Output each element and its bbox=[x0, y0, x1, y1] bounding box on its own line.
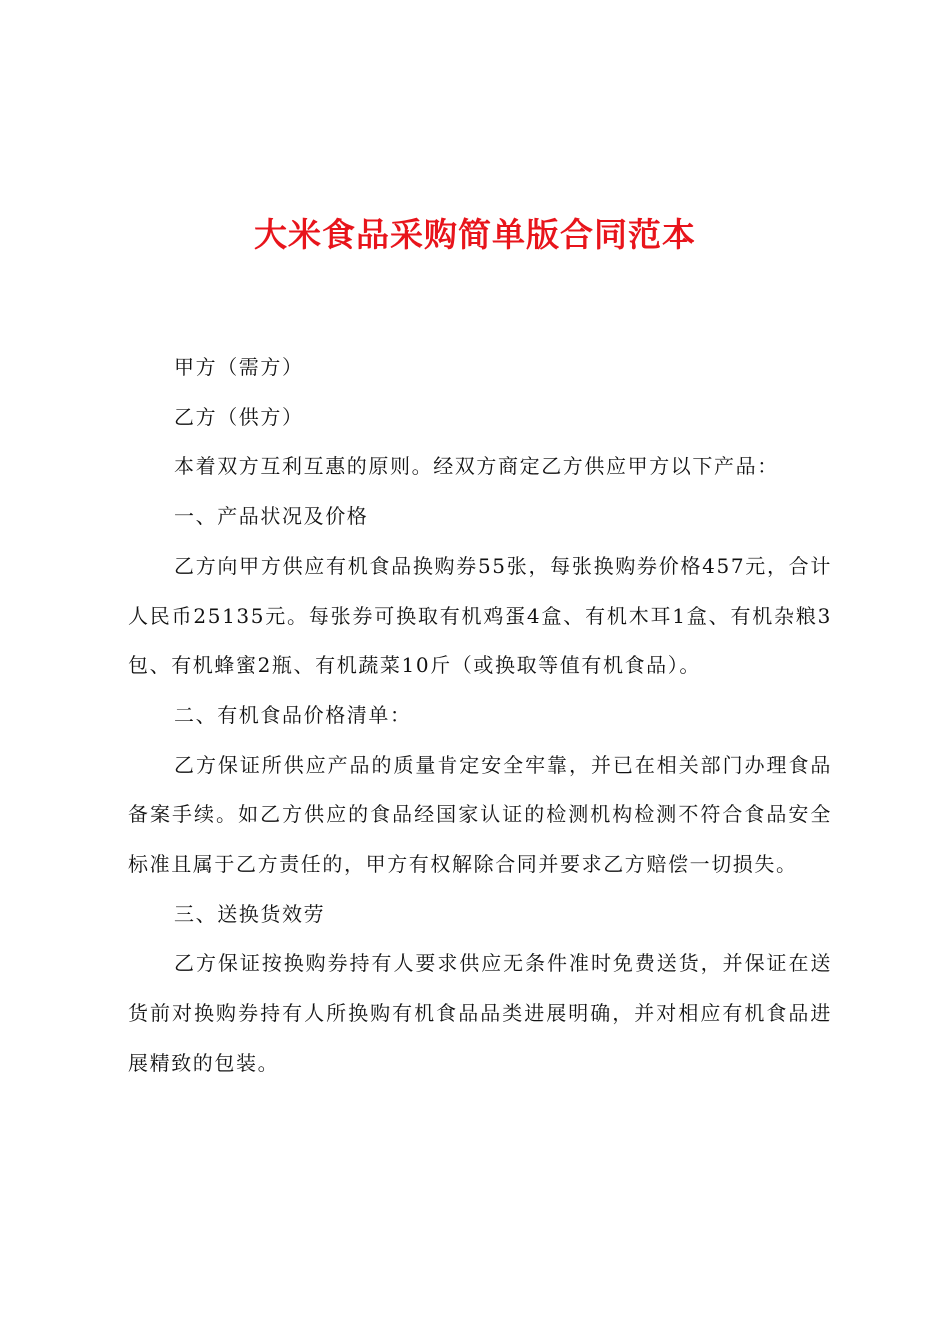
section-heading-3: 三、送换货效劳 bbox=[174, 901, 326, 926]
section-paragraph-2: 乙方保证所供应产品的质量肯定安全牢靠，并已在相关部门办理食品备案手续。如乙方供应的食品经国家认证的检测机构检测不符合食品安全标准且属于乙方责任的，甲方有权解除合同并要求乙方赔偿一切损失。 bbox=[128, 752, 832, 877]
section-heading-2: 二、有机食品价格清单： bbox=[174, 702, 412, 727]
section-heading-1: 一、产品状况及价格 bbox=[174, 504, 369, 529]
document-title: 大米食品采购简单版合同范本 bbox=[254, 215, 696, 254]
party-b-line: 乙方（供方） bbox=[174, 404, 304, 429]
party-a-line: 甲方（需方） bbox=[174, 355, 304, 379]
section-paragraph-1: 乙方向甲方供应有机食品换购券55张，每张换购券价格457元，合计人民币25135元。每张券可换取有机鸡蛋4盒、有机木耳1盒、有机杂粮3包、有机蜂蜜2瓶、有机蔬菜10斤（或换取等值有机食品）。 bbox=[128, 553, 832, 678]
document-body bbox=[128, 343, 832, 1089]
section-paragraph-3: 乙方保证按换购券持有人要求供应无条件准时免费送货，并保证在送货前对换购券持有人所换购有机食品品类进展明确，并对相应有机食品进展精致的包装。 bbox=[128, 951, 832, 1075]
preamble-paragraph: 本着双方互利互惠的原则。经双方商定乙方供应甲方以下产品： bbox=[174, 454, 779, 479]
